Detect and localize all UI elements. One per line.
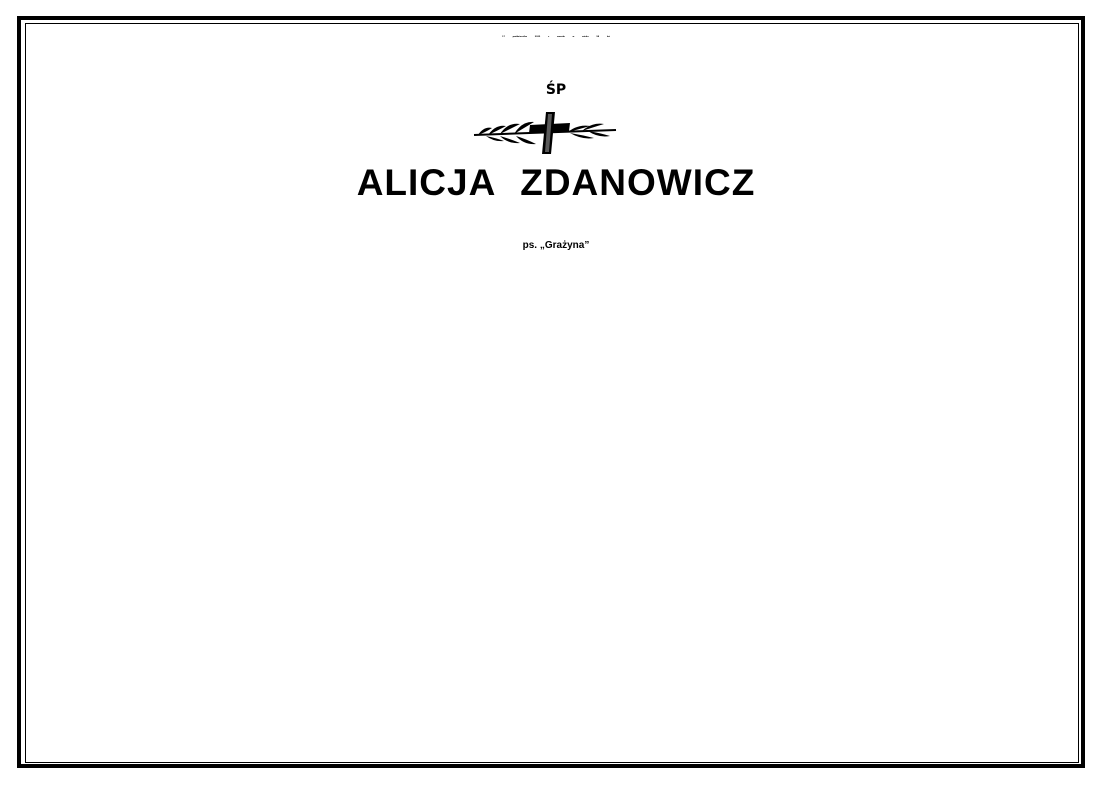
condolences-line: [30, 550, 1082, 582]
service-line: [30, 702, 1082, 723]
biography: [30, 290, 1082, 500]
deceased-name: ALICJA ZDANOWICZ: [356, 162, 756, 203]
sp-label: ŚP: [545, 82, 567, 98]
service-line: [30, 723, 1082, 744]
biography-line: [30, 350, 1082, 380]
condolences-line: [30, 645, 1082, 677]
condolences-line: [30, 582, 1082, 614]
service-line: [30, 681, 1082, 702]
biography-line: [30, 380, 1082, 410]
biography-line: [30, 470, 1082, 500]
condolences: [30, 550, 1082, 676]
death-date-headline: 17 października 2025 r. zmarła w wieku 98 lat: [502, 36, 610, 38]
biography-line: [30, 320, 1082, 350]
biography-line: [30, 440, 1082, 470]
palm-branch-cross-icon: [470, 108, 620, 158]
biography-line: [30, 410, 1082, 440]
pseudonym: ps. „Grażyna”: [522, 240, 590, 251]
funeral-service-info: [30, 681, 1082, 744]
condolences-line: [30, 613, 1082, 645]
biography-line: [30, 290, 1082, 320]
